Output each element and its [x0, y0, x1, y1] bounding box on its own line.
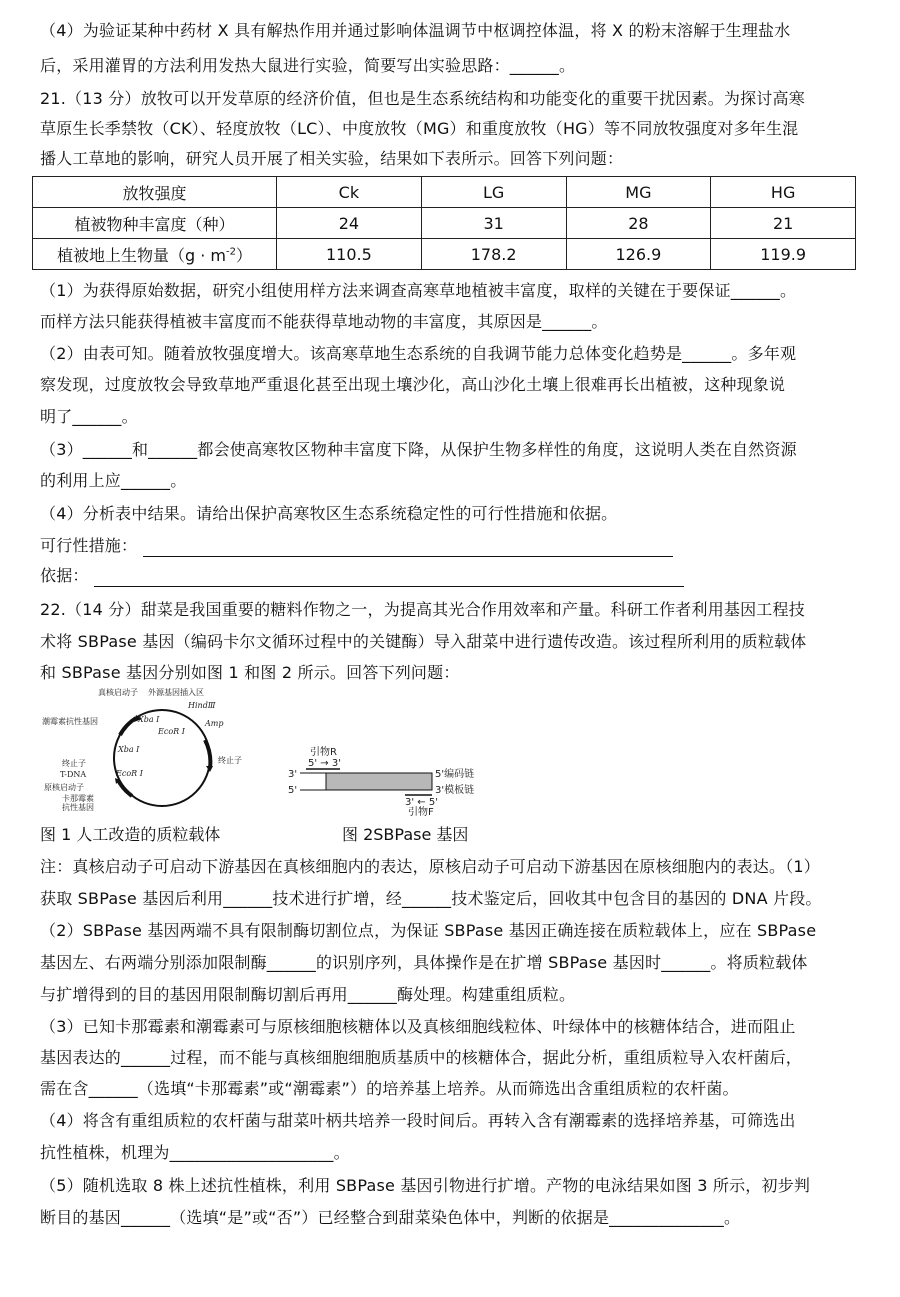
q21-line-3: 播人工草地的影响，研究人员开展了相关实验，结果如下表所示。回答下列问题：: [40, 149, 624, 168]
basis-blank: [94, 570, 684, 587]
label-primer-r: 引物R: [310, 747, 337, 758]
q22-3-line-1: （3）已知卡那霉素和潮霉素可与原核细胞核糖体以及真核细胞线粒体、叶绿体中的核糖体结合，进而阻止: [40, 1017, 796, 1036]
label-ecor-bottom: EcoR Ⅰ: [116, 769, 143, 778]
label-primer-f: 引物F: [408, 807, 434, 817]
q21-1-line-2: 而样方法只能获得植被丰富度而不能获得草地动物的丰富度，其原因是______。: [40, 312, 608, 331]
q20-4-line-1: （4）为验证某种中药材 X 具有解热作用并通过影响体温调节中枢调控体温，将 X 的粉末溶解于生理盐水: [40, 21, 791, 40]
unit-close: ）: [235, 245, 252, 265]
label-prok-promoter: 原核启动子: [44, 783, 84, 792]
label-kan-res-2: 抗性基因: [62, 803, 94, 812]
table-cell: 126.9: [566, 239, 711, 270]
label-top-left: 3': [288, 769, 298, 780]
q22-line-1: 22.（14 分）甜菜是我国重要的糖料作物之一，为提高其光合作用效率和产量。科研工作者利用基因工程技: [40, 600, 805, 619]
label-terminator-left: 终止子: [62, 759, 86, 768]
table-cell: 28: [566, 208, 711, 239]
label-euk-promoter: 真核启动子: [98, 688, 138, 697]
label-coding-strand: 5'编码链: [435, 769, 475, 780]
label-kan-res-1: 卡那霉素: [62, 794, 94, 803]
q22-line-3: 和 SBPase 基因分别如图 1 和图 2 所示。回答下列问题：: [40, 663, 460, 682]
label-xba-top: Xba Ⅰ: [138, 715, 160, 724]
label-amp: Amp: [205, 719, 224, 728]
label-xba-mid: Xba Ⅰ: [118, 745, 140, 754]
q22-3-line-3: 需在含______（选填“卡那霉素”或“潮霉素”）的培养基上培养。从而筛选出含重组质粒的农杆菌。: [40, 1079, 739, 1098]
label-ecor-top: EcoR Ⅰ: [158, 727, 185, 736]
q21-4-line-1: （4）分析表中结果。请给出保护高寒牧区生态系统稳定性的可行性措施和依据。: [40, 504, 618, 523]
q22-4-line-1: （4）将含有重组质粒的农杆菌与甜菜叶柄共培养一段时间后。再转入含有潮霉素的选择培养基，可筛选出: [40, 1111, 796, 1130]
measure-blank: [143, 540, 673, 557]
q21-line-1: 21.（13 分）放牧可以开发草原的经济价值，但也是生态系统结构和功能变化的重要干扰因素。为探讨高寒: [40, 89, 805, 108]
grazing-table: [32, 176, 856, 270]
q22-4-line-2: 抗性植株，机理为____________________。: [40, 1143, 350, 1162]
measure-label: 可行性措施：: [40, 536, 138, 555]
table-cell: 21: [711, 208, 856, 239]
table-cell: 24: [277, 208, 422, 239]
plasmid-diagram: [40, 688, 260, 813]
q22-2-line-2: 基因左、右两端分别添加限制酶______的识别序列，具体操作是在扩增 SBPase 基因时______。将质粒载体: [40, 953, 808, 972]
table-cell: 31: [421, 208, 566, 239]
q22-line-2: 术将 SBPase 基因（编码卡尔文循环过程中的关键酶）导入甜菜中进行遗传改造。该过程所利用的质粒载体: [40, 632, 807, 651]
note-line-2: 获取 SBPase 基因后利用______技术进行扩增，经______技术鉴定后，回收其中包含目的基因的 DNA 片段。: [40, 889, 822, 908]
table-cell: 110.5: [277, 239, 422, 270]
table-cell: 植被物种丰富度（种）: [33, 208, 277, 239]
q21-4-measure-line: [40, 535, 870, 557]
q22-2-line-1: （2）SBPase 基因两端不具有限制酶切割位点，为保证 SBPase 基因正确连接在质粒载体上，应在 SBPase: [40, 921, 817, 940]
label-hind: HindⅢ: [188, 701, 216, 710]
basis-label: 依据：: [40, 566, 89, 585]
gene-diagram: [280, 745, 520, 817]
q22-5-line-1: （5）随机选取 8 株上述抗性植株，利用 SBPase 基因引物进行扩增。产物的电泳结果如图 3 所示，初步判: [40, 1176, 811, 1195]
label-ext-insert: 外源基因插入区: [148, 688, 204, 697]
q22-5-line-2: 断目的基因______（选填“是”或“否”）已经整合到甜菜染色体中，判断的依据是______________。: [40, 1208, 741, 1227]
label-terminator-right: 终止子: [218, 756, 242, 765]
table-row: [33, 239, 856, 270]
label-template-strand: 3'模板链: [435, 785, 475, 796]
biomass-label: 植被地上生物量（g · m: [56, 245, 226, 265]
label-primer-r-dir: 5' → 3': [308, 758, 341, 769]
table-header-cell: HG: [711, 177, 856, 208]
figure-1-plasmid: [40, 688, 260, 813]
table-cell: 119.9: [711, 239, 856, 270]
note-line-1: 注：真核启动子可启动下游基因在真核细胞内的表达，原核启动子可启动下游基因在原核细胞内的表达。（1）: [40, 857, 820, 876]
figure-1-caption: 图 1 人工改造的质粒载体: [40, 825, 221, 844]
table-header-cell: LG: [421, 177, 566, 208]
table-header-cell: MG: [566, 177, 711, 208]
unit-superscript: -2: [226, 246, 236, 258]
q21-line-2: 草原生长季禁牧（CK）、轻度放牧（LC）、中度放牧（MG）和重度放牧（HG）等不同放牧强度对多年生混: [40, 119, 799, 138]
q22-3-line-2: 基因表达的______过程，而不能与真核细胞细胞质基质中的核糖体合，据此分析，重组质粒导入农杆菌后，: [40, 1048, 803, 1067]
table-row: [33, 208, 856, 239]
label-bottom-left: 5': [288, 785, 298, 796]
q21-4-basis-line: [40, 565, 870, 587]
q22-2-line-3: 与扩增得到的目的基因用限制酶切割后再用______酶处理。构建重组质粒。: [40, 985, 576, 1004]
q21-2-line-1: （2）由表可知。随着放牧强度增大。该高寒草地生态系统的自我调节能力总体变化趋势是______。多年观: [40, 344, 797, 363]
label-hyg-res: 潮霉素抗性基因: [42, 717, 98, 726]
label-tdna: T-DNA: [60, 770, 87, 779]
q21-2-line-3: 明了______。: [40, 407, 138, 426]
q20-4-line-2: 后，采用灌胃的方法利用发热大鼠进行实验，简要写出实验思路：______。: [40, 56, 576, 75]
q21-3-line-2: 的利用上应______。: [40, 471, 187, 490]
table-cell: [33, 239, 277, 270]
table-header-cell: 放牧强度: [33, 177, 277, 208]
table-header-row: [33, 177, 856, 208]
q21-1-line-1: （1）为获得原始数据，研究小组使用样方法来调查高寒草地植被丰富度，取样的关键在于要保证______。: [40, 281, 797, 300]
figure-2-gene: [280, 745, 520, 817]
table-cell: 178.2: [421, 239, 566, 270]
q21-2-line-2: 察发现，过度放牧会导致草地严重退化甚至出现土壤沙化，高山沙化土壤上很难再长出植被，这种现象说: [40, 375, 786, 394]
q21-3-line-1: （3）______和______都会使高寒牧区物种丰富度下降，从保护生物多样性的角度，这说明人类在自然资源: [40, 440, 797, 459]
figure-2-caption: 图 2SBPase 基因: [342, 825, 469, 844]
table-header-cell: Ck: [277, 177, 422, 208]
label-primer-f-dir: 3' ← 5': [405, 797, 438, 808]
